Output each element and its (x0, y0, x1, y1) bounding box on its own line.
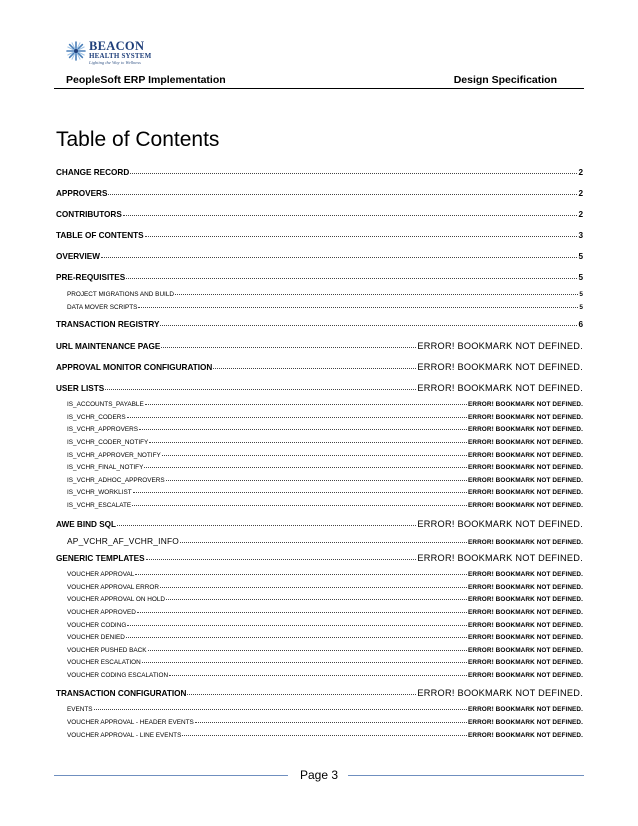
toc-entry-page: 2 (578, 168, 583, 177)
toc-dot-leader (169, 670, 467, 675)
toc-entry[interactable] (56, 360, 583, 381)
logo-name: BEACON (89, 39, 145, 53)
toc-entry-title: VOUCHER APPROVAL - HEADER EVENTS (67, 719, 194, 727)
toc-dot-leader (94, 705, 467, 710)
toc-entry[interactable] (56, 462, 583, 475)
toc-entry[interactable] (56, 657, 583, 670)
toc-entry-page: ERROR! BOOKMARK NOT DEFINED. (417, 341, 583, 352)
toc-entry[interactable] (56, 487, 583, 500)
toc-entry-page: 2 (578, 189, 583, 198)
toc-dot-leader (166, 595, 467, 600)
page-number: Page 3 (299, 768, 339, 782)
toc-dot-leader (182, 730, 467, 735)
toc-dot-leader (127, 620, 467, 625)
toc-entry-title: PROJECT MIGRATIONS AND BUILD (67, 291, 174, 298)
toc-entry-title: IS_VCHR_CODERS (67, 413, 126, 421)
toc-entry-page: 6 (578, 320, 583, 330)
toc-entry-title: APPROVAL MONITOR CONFIGURATION (56, 363, 213, 373)
toc-dot-leader (213, 362, 416, 369)
header-project-title: PeopleSoft ERP Implementation (66, 74, 226, 86)
toc-entry[interactable] (56, 569, 583, 582)
toc-entry-page: ERROR! BOOKMARK NOT DEFINED. (417, 553, 583, 564)
toc-dot-leader (127, 412, 467, 417)
toc-entry[interactable] (56, 450, 583, 463)
toc-entry[interactable] (56, 289, 583, 302)
toc-entry-page: 5 (579, 303, 583, 311)
toc-entry-title: CHANGE RECORD (56, 168, 130, 177)
toc-entry[interactable] (56, 620, 583, 633)
toc-entry-page: ERROR! BOOKMARK NOT DEFINED. (468, 706, 583, 714)
toc-dot-leader (108, 188, 577, 195)
toc-entry-title: VOUCHER CODING (67, 621, 127, 629)
toc-entry[interactable] (56, 166, 583, 187)
toc-entry-title: OVERVIEW (56, 252, 100, 261)
toc-entry-page: ERROR! BOOKMARK NOT DEFINED. (468, 719, 583, 727)
toc-dot-leader (137, 607, 467, 612)
toc-entry[interactable] (56, 302, 583, 315)
toc-dot-leader (162, 450, 467, 455)
toc-entry[interactable] (56, 670, 583, 683)
toc-entry-page: ERROR! BOOKMARK NOT DEFINED. (468, 608, 583, 616)
toc-entry-title: IS_VCHR_FINAL_NOTIFY (67, 464, 144, 472)
toc-entry-page: ERROR! BOOKMARK NOT DEFINED. (468, 659, 583, 667)
toc-entry[interactable] (56, 424, 583, 437)
toc-dot-leader (126, 272, 577, 279)
toc-dot-leader (145, 400, 467, 405)
toc-dot-leader (149, 438, 467, 443)
toc-entry-title: AWE BIND SQL (56, 519, 117, 529)
toc-entry[interactable] (56, 535, 583, 548)
toc-entry[interactable] (56, 500, 583, 513)
toc-entry-page: ERROR! BOOKMARK NOT DEFINED. (468, 501, 583, 509)
toc-entry[interactable] (56, 229, 583, 250)
toc-entry-page: 2 (578, 210, 583, 219)
toc-entry-title: URL MAINTENANCE PAGE (56, 342, 161, 352)
toc-entry-title: IS_VCHR_ESCALATE (67, 501, 132, 509)
toc-entry-page: ERROR! BOOKMARK NOT DEFINED. (417, 383, 583, 394)
toc-entry[interactable] (56, 187, 583, 208)
toc-entry-title: VOUCHER APPROVAL (67, 571, 135, 579)
toc-entry-title: IS_VCHR_CODER_NOTIFY (67, 438, 149, 446)
toc-entry-title: DATA MOVER SCRIPTS (67, 303, 138, 311)
toc-entry[interactable] (56, 339, 583, 360)
toc-entry[interactable] (56, 318, 583, 339)
toc-dot-leader (148, 645, 467, 650)
toc-entry-page: ERROR! BOOKMARK NOT DEFINED. (468, 646, 583, 654)
toc-entry-title: VOUCHER CODING ESCALATION (67, 671, 169, 679)
toc-entry-title: GENERIC TEMPLATES (56, 554, 145, 564)
toc-entry-title: IS_ACCOUNTS_PAYABLE (67, 401, 144, 409)
toc-entry-title: TRANSACTION REGISTRY (56, 320, 160, 330)
toc-dot-leader (139, 425, 467, 430)
toc-entry-title: IS_VCHR_APPROVER_NOTIFY (67, 451, 161, 459)
toc-entry-title: EVENTS (67, 706, 93, 714)
toc-entry[interactable] (56, 437, 583, 450)
toc-entry-title: VOUCHER APPROVAL ON HOLD (67, 596, 166, 604)
toc-entry[interactable] (56, 582, 583, 595)
toc-entry[interactable] (56, 730, 583, 743)
table-of-contents (56, 166, 583, 746)
toc-entry[interactable] (56, 399, 583, 412)
toc-entry-page: ERROR! BOOKMARK NOT DEFINED. (468, 413, 583, 421)
toc-entry[interactable] (56, 412, 583, 425)
toc-entry-page: ERROR! BOOKMARK NOT DEFINED. (468, 731, 583, 739)
toc-dot-leader (126, 633, 467, 638)
toc-entry[interactable] (56, 594, 583, 607)
toc-dot-leader (187, 689, 416, 696)
toc-dot-leader (123, 209, 578, 216)
toc-dot-leader (195, 718, 467, 723)
toc-dot-leader (166, 475, 467, 480)
toc-entry-title: APPROVERS (56, 189, 108, 198)
toc-entry-page: ERROR! BOOKMARK NOT DEFINED. (417, 518, 583, 529)
header-document-type: Design Specification (453, 74, 557, 86)
toc-entry-page: ERROR! BOOKMARK NOT DEFINED. (468, 621, 583, 629)
footer-divider-left (54, 775, 288, 776)
toc-entry-title: VOUCHER ESCALATION (67, 659, 141, 667)
toc-entry[interactable] (56, 607, 583, 620)
toc-dot-leader (105, 383, 416, 390)
toc-entry-title: PRE-REQUISITES (56, 273, 126, 282)
toc-entry-title: IS_VCHR_ADHOC_APPROVERS (67, 476, 165, 484)
toc-entry-page: ERROR! BOOKMARK NOT DEFINED. (468, 489, 583, 497)
toc-entry-page: ERROR! BOOKMARK NOT DEFINED. (468, 426, 583, 434)
toc-dot-leader (101, 251, 577, 258)
toc-entry-title: IS_VCHR_WORKLIST (67, 489, 132, 497)
toc-entry[interactable] (56, 717, 583, 730)
toc-entry-page: ERROR! BOOKMARK NOT DEFINED. (468, 596, 583, 604)
page-title: Table of Contents (56, 128, 220, 151)
toc-entry[interactable] (56, 475, 583, 488)
toc-dot-leader (160, 319, 577, 326)
starburst-icon (66, 41, 86, 61)
toc-dot-leader (142, 658, 467, 663)
toc-dot-leader (117, 519, 416, 526)
toc-entry-page: 5 (579, 291, 583, 298)
toc-entry-page: ERROR! BOOKMARK NOT DEFINED. (417, 362, 583, 373)
toc-entry-page: ERROR! BOOKMARK NOT DEFINED. (468, 634, 583, 642)
toc-entry[interactable] (56, 704, 583, 717)
logo-subname: HEALTH SYSTEM (89, 51, 152, 60)
toc-entry[interactable] (56, 208, 583, 229)
toc-entry-title: AP_VCHR_AF_VCHR_INFO (67, 535, 179, 546)
logo-tagline: Lighting the Way to Wellness (89, 59, 141, 65)
toc-entry-title: CONTRIBUTORS (56, 210, 122, 219)
toc-dot-leader (144, 463, 467, 468)
toc-entry-page: ERROR! BOOKMARK NOT DEFINED. (468, 401, 583, 409)
toc-entry-title: IS_VCHR_APPROVERS (67, 426, 139, 434)
toc-entry-title: TRANSACTION CONFIGURATION (56, 689, 187, 699)
toc-entry-title: VOUCHER APPROVAL - LINE EVENTS (67, 731, 182, 739)
toc-dot-leader (133, 488, 467, 493)
toc-entry-page: ERROR! BOOKMARK NOT DEFINED. (468, 571, 583, 579)
toc-entry-title: VOUCHER DENIED (67, 634, 125, 642)
toc-entry-page: 5 (578, 273, 583, 282)
toc-entry-title: TABLE OF CONTENTS (56, 231, 144, 240)
toc-entry-page: ERROR! BOOKMARK NOT DEFINED. (468, 538, 583, 546)
toc-dot-leader (135, 570, 467, 575)
toc-entry-title: VOUCHER APPROVAL ERROR (67, 583, 159, 591)
toc-dot-leader (160, 582, 467, 587)
toc-dot-leader (161, 341, 416, 348)
toc-entry[interactable] (56, 250, 583, 271)
toc-entry-page: ERROR! BOOKMARK NOT DEFINED. (468, 451, 583, 459)
toc-dot-leader (175, 290, 578, 295)
toc-entry-page: ERROR! BOOKMARK NOT DEFINED. (468, 476, 583, 484)
toc-entry-page: ERROR! BOOKMARK NOT DEFINED. (468, 438, 583, 446)
toc-dot-leader (138, 302, 578, 307)
toc-dot-leader (145, 230, 578, 237)
toc-entry[interactable] (56, 632, 583, 645)
toc-entry-page: ERROR! BOOKMARK NOT DEFINED. (468, 583, 583, 591)
toc-entry-page: 3 (578, 231, 583, 240)
toc-entry-title: VOUCHER PUSHED BACK (67, 646, 147, 654)
toc-dot-leader (132, 500, 467, 505)
toc-dot-leader (130, 167, 577, 174)
toc-entry[interactable] (56, 645, 583, 658)
toc-entry-page: 5 (578, 252, 583, 261)
toc-entry-page: ERROR! BOOKMARK NOT DEFINED. (468, 671, 583, 679)
toc-entry-page: ERROR! BOOKMARK NOT DEFINED. (417, 688, 583, 699)
footer-divider-right (348, 775, 584, 776)
toc-dot-leader (180, 537, 467, 542)
toc-entry-title: USER LISTS (56, 384, 105, 394)
header-divider (54, 88, 584, 89)
toc-entry-title: VOUCHER APPROVED (67, 608, 136, 616)
beacon-logo (66, 40, 176, 66)
toc-entry-page: ERROR! BOOKMARK NOT DEFINED. (468, 464, 583, 472)
toc-dot-leader (146, 553, 417, 560)
